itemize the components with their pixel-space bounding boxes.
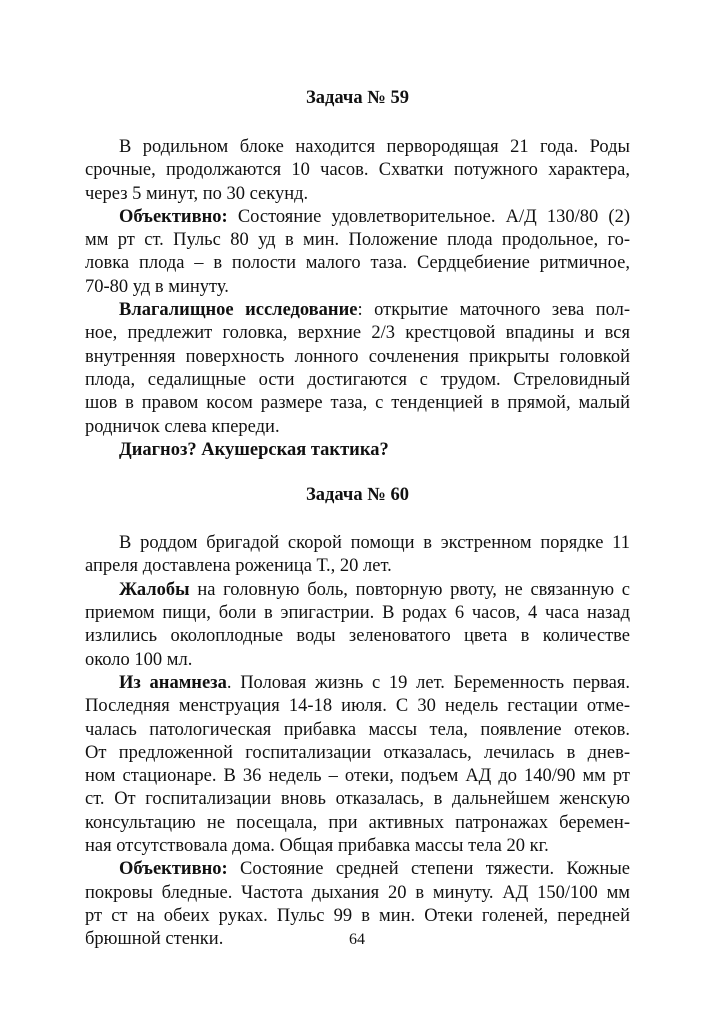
text-line (85, 579, 630, 602)
text-line (85, 858, 630, 881)
task-59-paragraph-objective (85, 206, 630, 299)
task-60-paragraph-intro (85, 532, 630, 579)
text-line: излились околоплодные воды зеленоватого цвета в количестве (85, 626, 630, 647)
text-line: В родильном блоке находится первородящая 21 года. Роды (119, 137, 630, 157)
task-59-title: Задача № 59 (306, 88, 409, 108)
text-line: мм рт ст. Пульс 80 уд в мин. Положение плода продольное, го- (85, 230, 630, 251)
text-line: чалась патологическая прибавка массы тела, появление отеков. (85, 719, 630, 740)
text-line: От предложенной госпитализации отказалась, лечилась в днев- (85, 742, 630, 763)
text-fragment: . Половая жизнь с 19 лет. Беременность первая. (226, 672, 630, 693)
text-line: апреля доставлена роженица Т., 20 лет. (85, 556, 392, 577)
text-line: через 5 минут, по 30 секунд. (85, 183, 309, 204)
question-text: Диагноз? Акушерская тактика? (119, 439, 389, 460)
text-line: ловка плода – в полости малого таза. Сердцебиение ритмичное, (85, 253, 630, 274)
text-fragment: : открытие маточного зева пол- (357, 300, 631, 321)
task-60-paragraph-complaints (85, 579, 630, 672)
text-line: брюшной стенки. (85, 929, 224, 950)
text-line: шов в правом косом размере таза, с тенденцией в прямой, малый (85, 393, 630, 414)
text-line (85, 672, 630, 695)
text-line: Последняя менструация 14-18 июля. С 30 недель гестации отме- (85, 696, 630, 717)
task-59-question (85, 439, 630, 462)
label-vaginal-exam: Влагалищное исследование (119, 300, 358, 321)
label-objective: Объективно: (119, 859, 228, 880)
text-line: 70-80 уд в минуту. (85, 276, 229, 297)
text-line: консультацию не посещала, при активных патронажах беремен- (85, 812, 630, 833)
text-line: ном стационаре. В 36 недель – отеки, подъем АД до 140/90 мм рт (85, 766, 630, 787)
task-60-title: Задача № 60 (306, 485, 409, 506)
text-line: около 100 мл. (85, 649, 193, 670)
text-line: рт ст на обеих руках. Пульс 99 в мин. Отеки голеней, передней (85, 905, 630, 926)
text-fragment: на головную боль, повторную рвоту, не связанную с (189, 579, 630, 600)
text-line (85, 439, 630, 462)
label-anamnesis: Из анамнеза (119, 672, 227, 693)
text-line: внутренняя поверхность лонного сочленения прикрыты головкой (85, 346, 630, 367)
text-line: покровы бледные. Частота дыхания 20 в минуту. АД 150/100 мм (85, 882, 630, 903)
text-fragment: Состояние средней степени тяжести. Кожные (227, 859, 630, 880)
label-objective: Объективно: (119, 206, 228, 227)
page-number: 64 (349, 931, 365, 948)
task-59-paragraph-intro (85, 136, 630, 206)
text-fragment: Состояние удовлетворительное. А/Д 130/80 (2) (227, 206, 630, 227)
text-line: ное, предлежит головка, верхние 2/3 крестцовой впадины и вся (85, 323, 630, 344)
label-complaints: Жалобы (119, 579, 190, 600)
text-line: родничок слева кпереди. (85, 416, 280, 437)
document-page (85, 86, 630, 952)
text-line: В роддом бригадой скорой помощи в экстренном порядке 11 (119, 533, 630, 554)
text-line: приемом пищи, боли в эпигастрии. В родах 6 часов, 4 часа назад (85, 603, 630, 624)
text-line: срочные, продолжаются 10 часов. Схватки потужного характера, (85, 160, 630, 181)
text-line: ст. От госпитализации вновь отказалась, в дальнейшем женскую (85, 789, 630, 810)
text-line: плода, седалищные ости достигаются с трудом. Стреловидный (85, 369, 630, 390)
task-59-paragraph-exam (85, 299, 630, 439)
text-line: ная отсутствовала дома. Общая прибавка массы тела 20 кг. (85, 836, 549, 857)
text-line (85, 299, 630, 322)
task-60-paragraph-anamnesis (85, 672, 630, 858)
text-line (85, 206, 630, 229)
